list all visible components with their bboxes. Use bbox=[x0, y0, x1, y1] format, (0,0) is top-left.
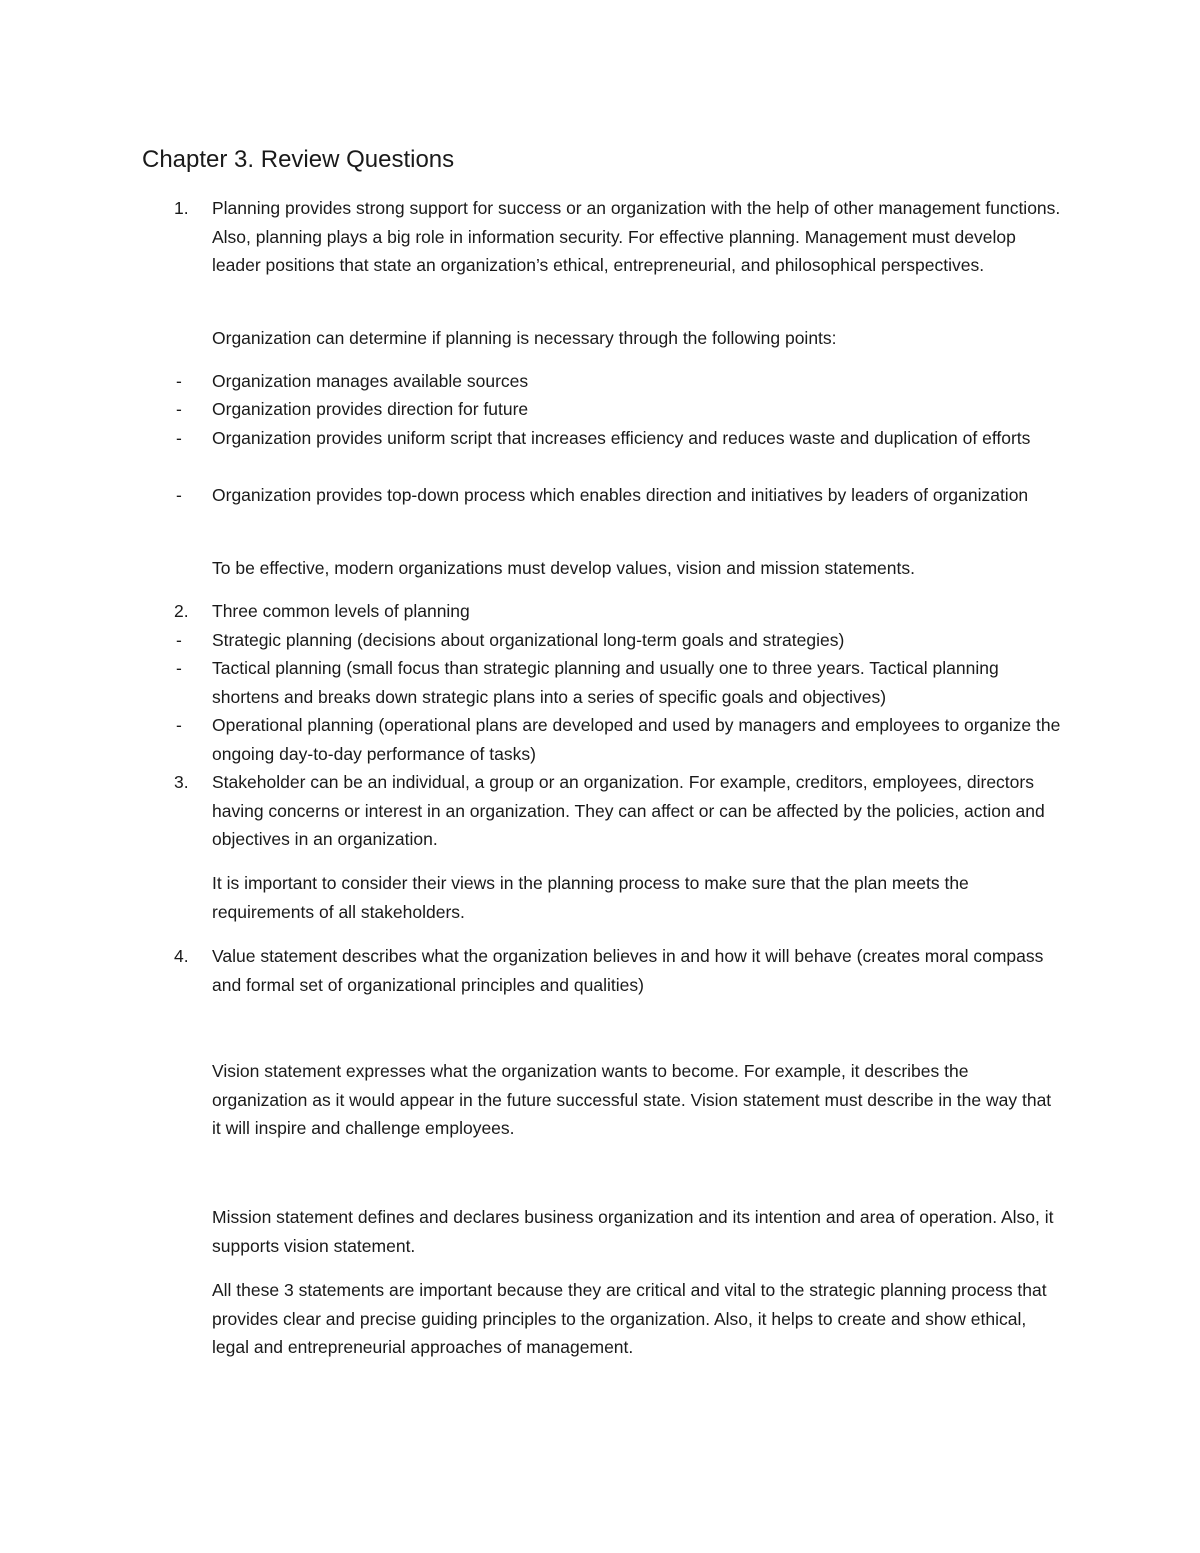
q2-bullet-3: Operational planning (operational plans are developed and used by managers and employees to organize the ongoing day-to-day performance of tasks) bbox=[212, 715, 1061, 764]
q1-number: 1. bbox=[174, 198, 189, 218]
q3-followup: It is important to consider their views in the planning process to make sure that the plan meets the requirements of all stakeholders. bbox=[212, 873, 969, 922]
q1-bullet-marker-4: - bbox=[176, 485, 182, 505]
q4-summary: All these 3 statements are important because they are critical and vital to the strategic planning process that provides clear and precise guiding principles to the organization. Also, it helps to create and show ethical, legal and entrepreneurial approaches of management. bbox=[212, 1280, 1047, 1357]
q1-bullet-marker-2: - bbox=[176, 399, 182, 419]
q2-bullet-marker-2: - bbox=[176, 658, 182, 678]
q4-mission-statement: Mission statement defines and declares business organization and its intention and area of operation. Also, it supports vision statement. bbox=[212, 1207, 1054, 1256]
q4-number: 4. bbox=[174, 946, 189, 966]
q1-bullet-2: Organization provides direction for future bbox=[212, 399, 529, 419]
q2-bullet-1: Strategic planning (decisions about organizational long-term goals and strategies) bbox=[212, 630, 845, 650]
q2-number: 2. bbox=[174, 601, 189, 621]
q1-closing: To be effective, modern organizations must develop values, vision and mission statements. bbox=[212, 558, 915, 578]
q1-bullet-1: Organization manages available sources bbox=[212, 371, 529, 391]
q2-bullet-marker-1: - bbox=[176, 630, 182, 650]
q1-intro: Organization can determine if planning is necessary through the following points: bbox=[212, 328, 837, 348]
q3-number: 3. bbox=[174, 772, 189, 792]
q1-bullet-marker-3: - bbox=[176, 428, 182, 448]
q1-text: Planning provides strong support for success or an organization with the help of other management functions. Also, planning plays a big role in information security. For effective planning. Management must develop leader positions that state an organization’s ethical, entrepreneurial, and philosophical perspectives. bbox=[212, 198, 1061, 275]
q1-bullet-4: Organization provides top-down process which enables direction and initiatives by leaders of organization bbox=[212, 485, 1029, 505]
q2-bullet-marker-3: - bbox=[176, 715, 182, 735]
q1-bullet-marker-1: - bbox=[176, 371, 182, 391]
q4-value-statement: Value statement describes what the organization believes in and how it will behave (creates moral compass and formal set of organizational principles and qualities) bbox=[212, 946, 1044, 995]
q3-text: Stakeholder can be an individual, a group or an organization. For example, creditors, employees, directors having concerns or interest in an organization. They can affect or can be affected by the policies, action and objectives in an organization. bbox=[212, 772, 1045, 849]
q1-bullet-3: Organization provides uniform script that increases efficiency and reduces waste and duplication of efforts bbox=[212, 428, 1031, 448]
q2-text: Three common levels of planning bbox=[212, 601, 470, 621]
q4-vision-statement: Vision statement expresses what the organization wants to become. For example, it describes the organization as it would appear in the future successful state. Vision statement must describe in the way that it will inspire and challenge employees. bbox=[212, 1061, 1052, 1138]
q2-bullet-2: Tactical planning (small focus than strategic planning and usually one to three years. Tactical planning shortens and breaks down strategic plans into a series of specific goals and objectives) bbox=[212, 658, 999, 707]
page-title: Chapter 3. Review Questions bbox=[142, 146, 455, 173]
